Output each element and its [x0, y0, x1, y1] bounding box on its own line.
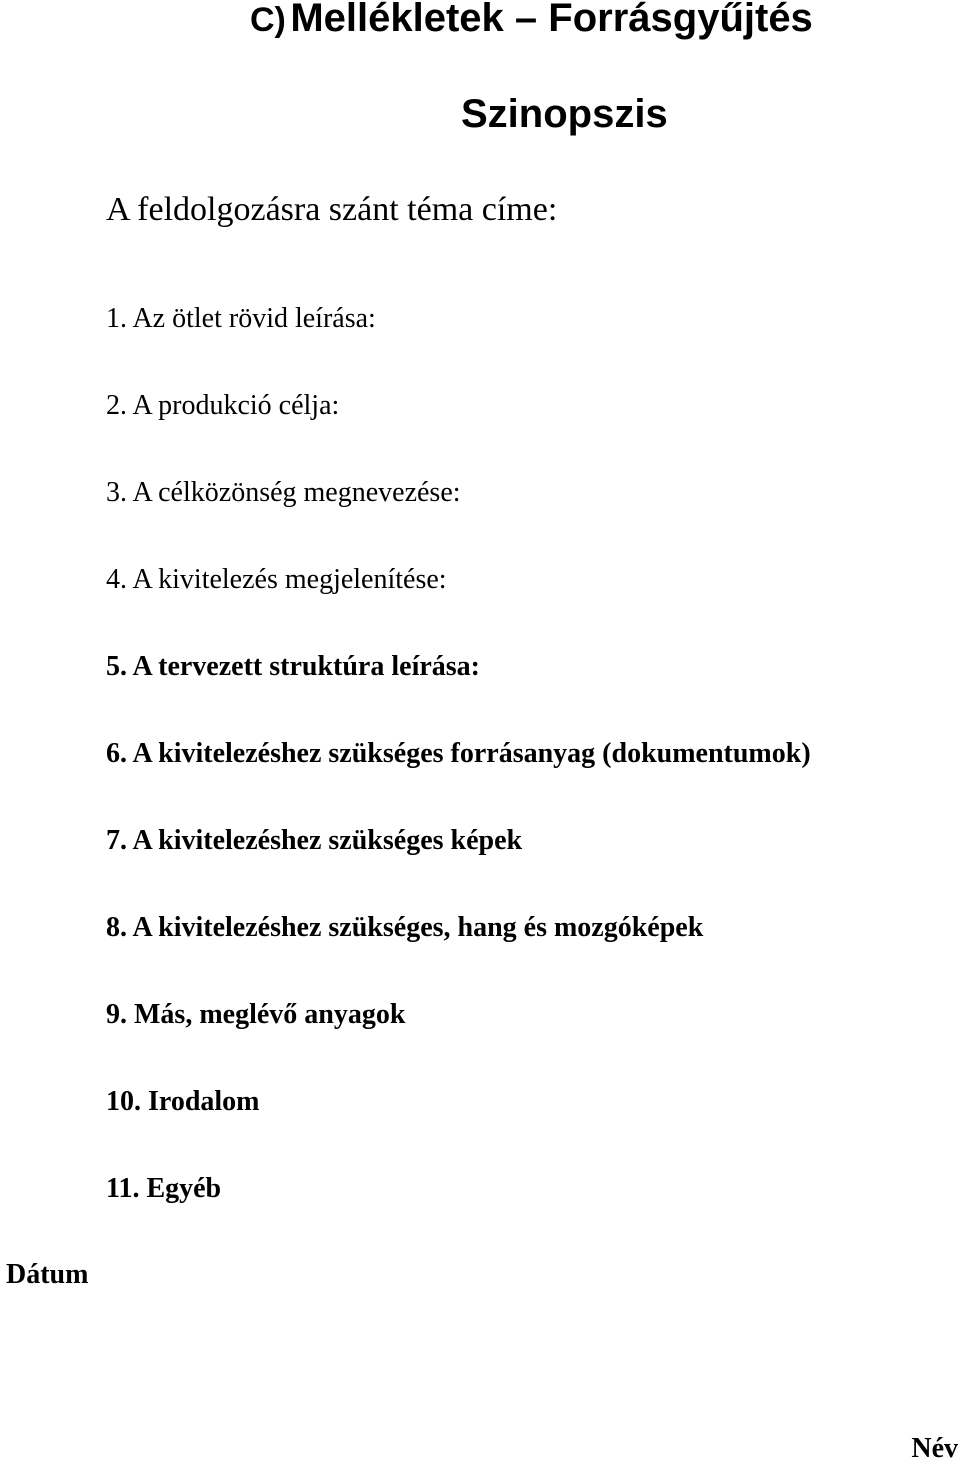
list-item: 11. Egyéb: [106, 1173, 222, 1204]
list-item: 3. A célközönség megnevezése:: [106, 477, 461, 508]
header-prefix: C): [250, 1, 286, 39]
header-title: Mellékletek – Forrásgyűjtés: [290, 0, 813, 40]
list-item: 6. A kivitelezéshez szükséges forrásanyag (dokumentumok): [106, 738, 811, 769]
list-item: 1. Az ötlet rövid leírása:: [106, 303, 376, 334]
name-label: Név: [911, 1433, 958, 1464]
subtitle: Szinopszis: [461, 92, 668, 136]
list-item: 8. A kivitelezéshez szükséges, hang és mozgóképek: [106, 912, 704, 943]
list-item: 7. A kivitelezéshez szükséges képek: [106, 825, 523, 856]
list-item: 5. A tervezett struktúra leírása:: [106, 651, 480, 682]
list-item: 9. Más, meglévő anyagok: [106, 999, 406, 1030]
date-label: Dátum: [6, 1259, 89, 1290]
list-item: 10. Irodalom: [106, 1086, 260, 1117]
page-header: [250, 0, 813, 41]
list-item: 4. A kivitelezés megjelenítése:: [106, 564, 447, 595]
topic-label: A feldolgozásra szánt téma címe:: [106, 191, 558, 228]
list-item: 2. A produkció célja:: [106, 390, 340, 421]
